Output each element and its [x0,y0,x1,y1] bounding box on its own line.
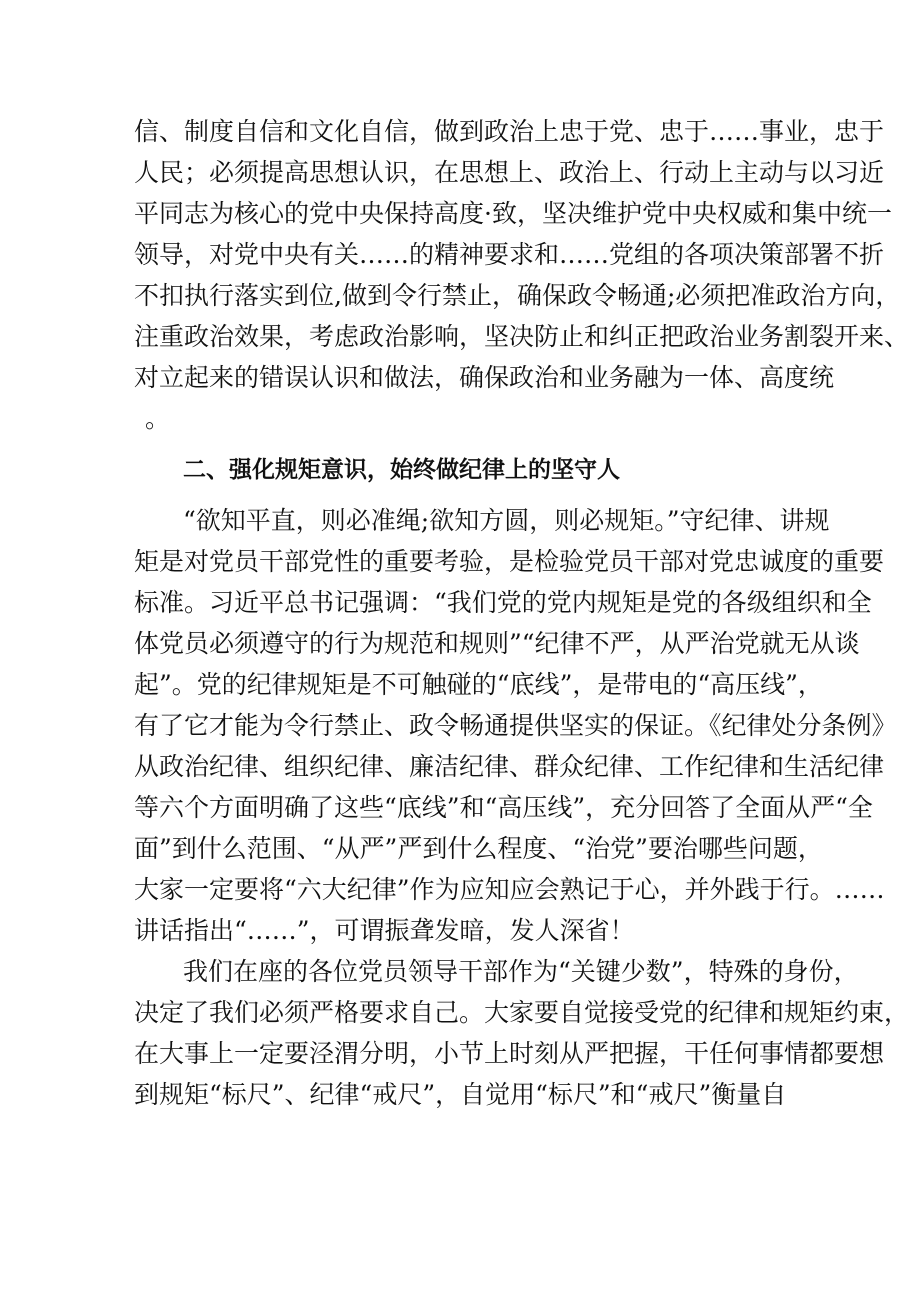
paragraph-line-17: 面”到什么范围、“从严”严到什么程度、“治党”要治哪些问题， [134,834,823,863]
paragraph-line-7: 对立起来的错误认识和做法，确保政治和业务融为一体、高度统 [134,363,835,392]
paragraph-line-21: 决定了我们必须严格要求自己。大家要自觉接受党的纪律和规矩约束， [134,998,910,1027]
paragraph-line-3: 平同志为核心的党中央保持高度·致，坚决维护党中央权威和集中统一 [134,199,892,228]
paragraph-line-10: 矩是对党员干部党性的重要考验，是检验党员干部对党忠诚度的重要 [134,547,885,576]
paragraph-line-4: 领导，对党中央有关……的精神要求和……党组的各项决策部署不折 [134,240,885,269]
paragraph-line-16: 等六个方面明确了这些“底线”和“高压线”，充分回答了全面从严“全 [134,793,873,822]
paragraph-line-2: 人民；必须提高思想认识，在思想上、政治上、行动上主动与以习近 [134,158,885,187]
paragraph-line-12: 体党员必须遵守的行为规范和规则”“纪律不严，从严治党就无从谈 [134,629,860,658]
paragraph-line-6: 注重政治效果，考虑政治影响，坚决防止和纠正把政治业务割裂开来、 [134,322,910,351]
paragraph-line-1: 信、制度自信和文化自信，做到政治上忠于党、忠于……事业，忠于 [134,117,885,146]
paragraph-line-11: 标准。习近平总书记强调：“我们党的党内规矩是党的各级组织和全 [134,588,872,617]
paragraph-line-19: 讲话指出“……”，可谓振聋发暗，发人深省！ [134,916,635,945]
paragraph-line-23: 到规矩“标尺”、纪律“戒尺”，自觉用“标尺”和“戒尺”衡量自 [134,1080,787,1109]
paragraph-line-8: 。 [145,404,171,433]
paragraph-line-14: 有了它才能为令行禁止、政令畅通提供坚实的保证。《纪律处分条例》 [134,711,897,740]
section-heading: 二、强化规矩意识，始终做纪律上的坚守人 [183,457,620,483]
paragraph-line-22: 在大事上一定要泾渭分明，小节上时刻从严把握，干任何事情都要想 [134,1039,885,1068]
paragraph-line-20: 我们在座的各位党员领导干部作为“关键少数”，特殊的身份， [183,957,859,986]
paragraph-line-15: 从政治纪律、组织纪律、廉洁纪律、群众纪律、工作纪律和生活纪律 [134,752,885,781]
paragraph-line-5: 不扣执行落实到位,做到令行禁止，确保政令畅通;必须把准政治方向， [134,281,901,310]
paragraph-line-18: 大家一定要将“六大纪律”作为应知应会熟记于心，并外践于行。…… [134,875,885,904]
paragraph-line-9: “欲知平直，则必准绳;欲知方圆，则必规矩。”守纪律、讲规 [183,506,830,535]
paragraph-line-13: 起”。党的纪律规矩是不可触碰的“底线”，是带电的“高压线”， [134,670,823,699]
